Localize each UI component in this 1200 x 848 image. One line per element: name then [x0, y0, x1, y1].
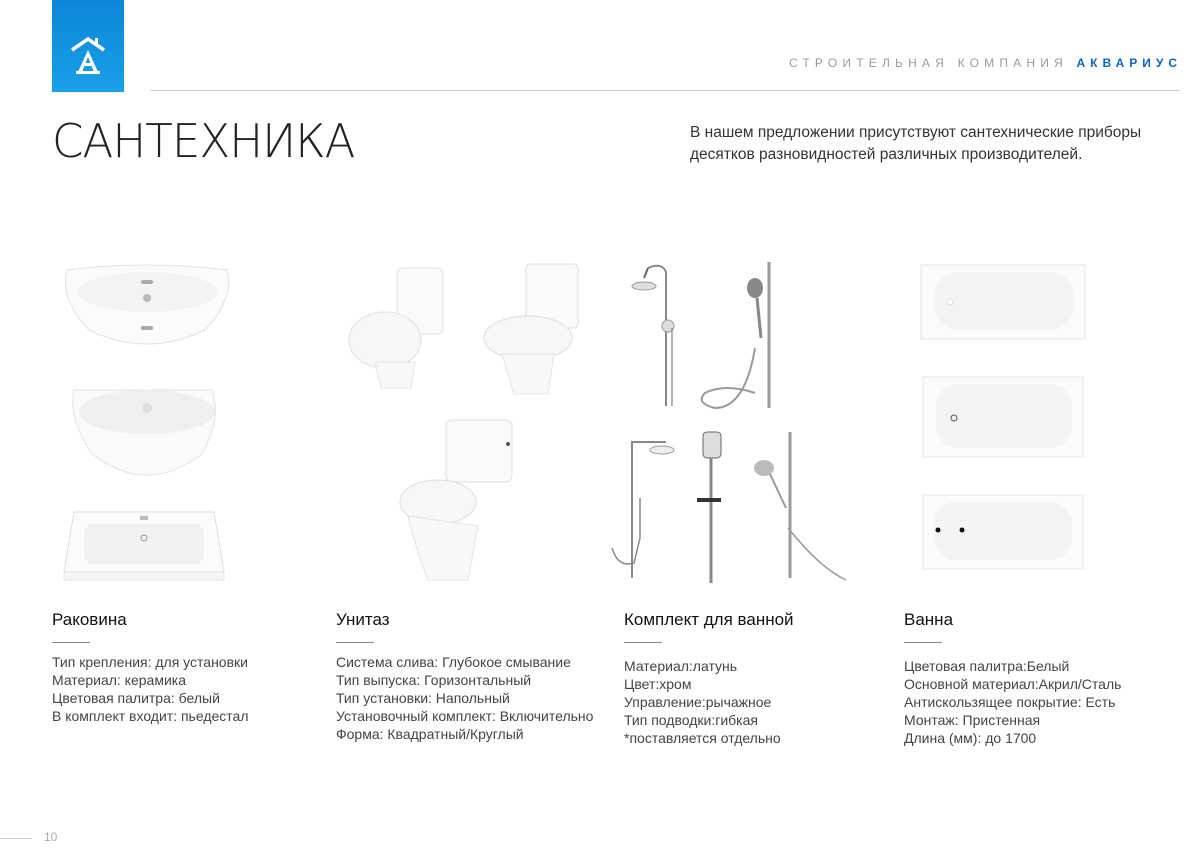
product-title: Комплект для ванной: [624, 610, 794, 629]
shower-image-4: [695, 428, 735, 588]
spec-list: [904, 657, 1184, 747]
sink-image-3: [58, 508, 230, 586]
product-title: Унитаз: [336, 610, 390, 629]
spec-item: Антискользящее покрытие: Есть: [904, 694, 1116, 710]
footer-divider: [0, 838, 32, 839]
spec-item: Цвет:хром: [624, 676, 692, 692]
title-underline: [624, 642, 662, 643]
page-title-text: САНТЕХНИКА: [52, 114, 355, 168]
intro-text: В нашем предложении присутствуют сантехнические приборы десятков разновидностей различных производителей.: [690, 124, 1142, 163]
spec-item: Материал:латунь: [624, 658, 738, 674]
sink-image-1: [55, 258, 240, 358]
product-shower-set: [624, 610, 904, 747]
company-logo: [52, 0, 124, 92]
spec-list: [336, 653, 616, 743]
shower-image-2: [695, 258, 785, 418]
spec-item: Тип подводки:гибкая: [624, 712, 758, 728]
title-underline: [904, 642, 942, 643]
bathtub-image-3: [922, 494, 1084, 570]
spec-item: Основной материал:Акрил/Сталь: [904, 676, 1122, 692]
spec-list: [624, 657, 904, 747]
bathtub-image-2: [922, 376, 1084, 458]
house-a-icon: [70, 36, 106, 76]
product-toilet: [336, 610, 616, 743]
spec-item: Установочный комплект: Включительно: [336, 708, 594, 724]
spec-item: Цветовая палитра: белый: [52, 690, 220, 706]
spec-item: Цветовая палитра:Белый: [904, 658, 1070, 674]
page-number: 10: [44, 830, 58, 844]
shower-image-1: [628, 258, 688, 408]
spec-item: В комплект входит: пьедестал: [52, 708, 249, 724]
title-underline: [336, 642, 374, 643]
toilet-image-3: [398, 416, 520, 584]
spec-item: Тип крепления: для установки: [52, 654, 248, 670]
spec-item: Монтаж: Пристенная: [904, 712, 1041, 728]
spec-item: Тип установки: Напольный: [336, 690, 510, 706]
spec-item: *поставляется отдельно: [624, 730, 781, 746]
toilet-image-2: [478, 258, 588, 398]
spec-item: Тип выпуска: Горизонтальный: [336, 672, 532, 688]
spec-item: Управление:рычажное: [624, 694, 772, 710]
product-title: Ванна: [904, 610, 954, 629]
spec-list: [52, 653, 332, 725]
spec-item: Длина (мм): до 1700: [904, 730, 1037, 746]
page-title: [52, 114, 354, 168]
bathtub-image-1: [920, 264, 1086, 340]
product-title: Раковина: [52, 610, 127, 629]
shower-image-5: [750, 428, 850, 588]
spec-item: Материал: керамика: [52, 672, 186, 688]
header-divider: [150, 90, 1180, 91]
spec-item: Система слива: Глубокое смывание: [336, 654, 571, 670]
sink-image-2: [62, 378, 232, 490]
product-sink: [52, 610, 332, 725]
toilet-image-1: [345, 262, 445, 392]
title-underline: [52, 642, 90, 643]
company-brand: АКВАРИУС: [1076, 56, 1182, 70]
company-name: [789, 56, 1182, 70]
company-prefix: СТРОИТЕЛЬНАЯ КОМПАНИЯ: [788, 56, 1068, 70]
shower-image-3: [610, 428, 680, 588]
product-bathtub: [904, 610, 1184, 747]
spec-item: Форма: Квадратный/Круглый: [336, 726, 524, 742]
